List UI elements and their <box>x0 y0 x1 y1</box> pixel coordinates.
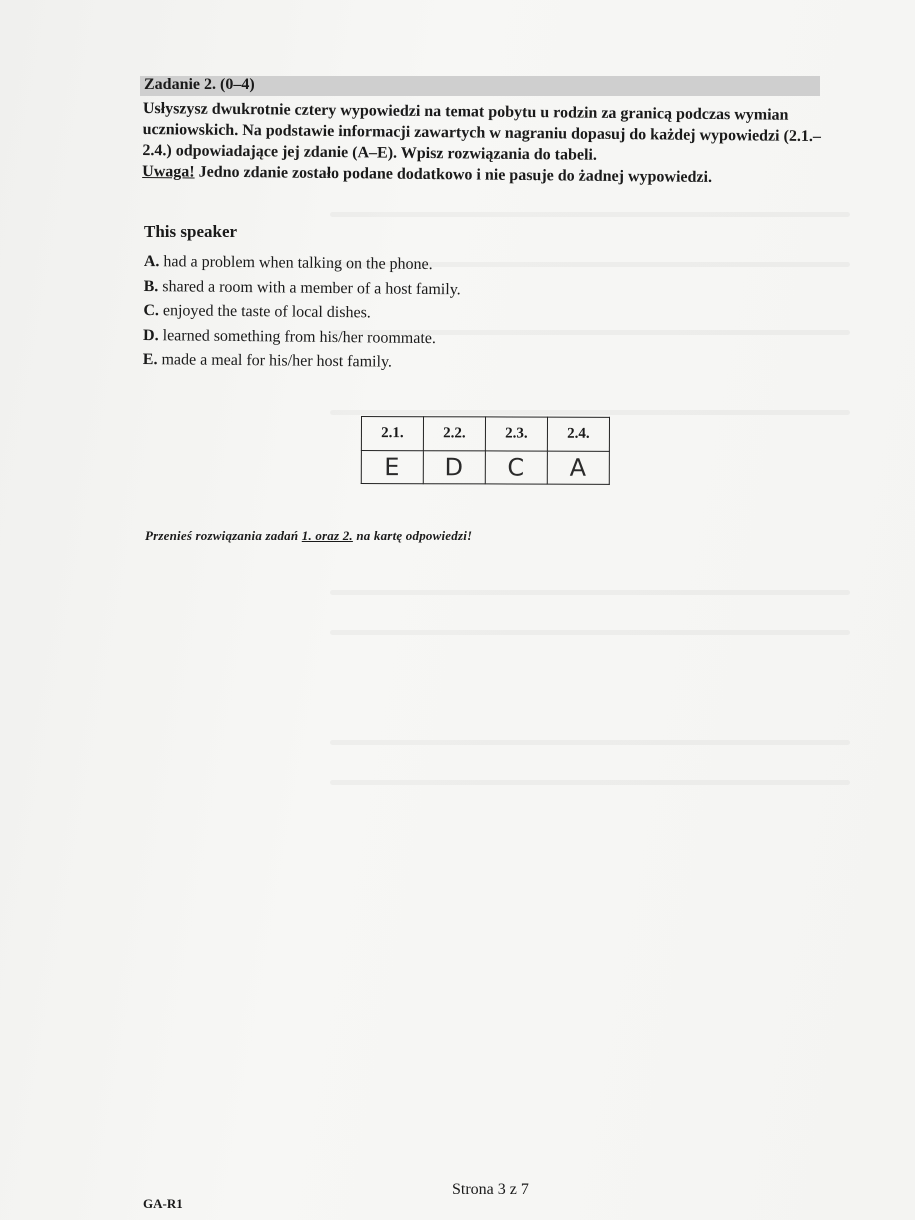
option-text: had a problem when talking on the phone. <box>163 253 433 274</box>
task-title: Zadanie 2. (0–4) <box>144 76 255 93</box>
show-through-line <box>330 780 850 785</box>
transfer-note-prefix: Przenieś rozwiązania zadań <box>145 528 302 543</box>
speaker-heading: This speaker <box>144 222 238 241</box>
show-through-line <box>330 630 850 635</box>
show-through-line <box>330 410 850 415</box>
answer-header: 2.3. <box>485 417 547 451</box>
answer-table <box>361 416 610 485</box>
answer-header: 2.2. <box>423 417 485 451</box>
page-number: Strona 3 z 7 <box>452 1181 529 1198</box>
show-through-line <box>330 740 850 745</box>
option-text: enjoyed the taste of local dishes. <box>162 302 371 322</box>
answer-table-header-row <box>361 417 609 452</box>
option-text: shared a room with a member of a host family. <box>162 277 461 298</box>
show-through-line <box>330 212 850 217</box>
option-letter: C. <box>143 301 160 320</box>
answer-cell[interactable]: E <box>361 451 423 484</box>
answer-header: 2.1. <box>361 417 423 451</box>
answer-cell[interactable]: A <box>547 451 609 484</box>
transfer-note-underlined: 1. oraz 2. <box>301 528 353 543</box>
answer-header: 2.4. <box>547 417 609 451</box>
option-letter: D. <box>143 326 159 344</box>
instructions-text: Usłyszysz dwukrotnie cztery wypowiedzi na temat pobytu u rodzin za granicą podczas wymian uczniowskich. Na podstawie informacji zawartych w nagraniu dopasuj do każdej wypowiedzi (2.1.–2.4.) odpowiadające jej zdanie (A–E). Wpisz rozwiązania do tabeli. <box>142 99 821 164</box>
transfer-note-suffix: na kartę odpowiedzi! <box>352 528 473 543</box>
task-instructions <box>142 98 823 189</box>
options-list <box>143 250 744 379</box>
option-letter: E. <box>142 350 158 369</box>
option-text: made a meal for his/her host family. <box>161 351 393 371</box>
option-text: learned something from his/her roommate. <box>162 326 437 347</box>
answer-cell[interactable]: D <box>423 451 485 484</box>
uwaga-text: Jedno zdanie zostało podane dodatkowo i nie pasuje do żadnej wypowiedzi. <box>198 163 713 186</box>
uwaga-label: Uwaga! <box>142 162 195 181</box>
option-letter: A. <box>143 252 160 271</box>
option-e <box>143 348 743 379</box>
option-letter: B. <box>143 277 159 295</box>
show-through-line <box>330 590 850 595</box>
answer-cell[interactable]: C <box>485 451 547 484</box>
document-code: GA-R1 <box>143 1196 183 1211</box>
answer-table-answer-row <box>361 451 609 485</box>
transfer-note <box>145 528 472 544</box>
